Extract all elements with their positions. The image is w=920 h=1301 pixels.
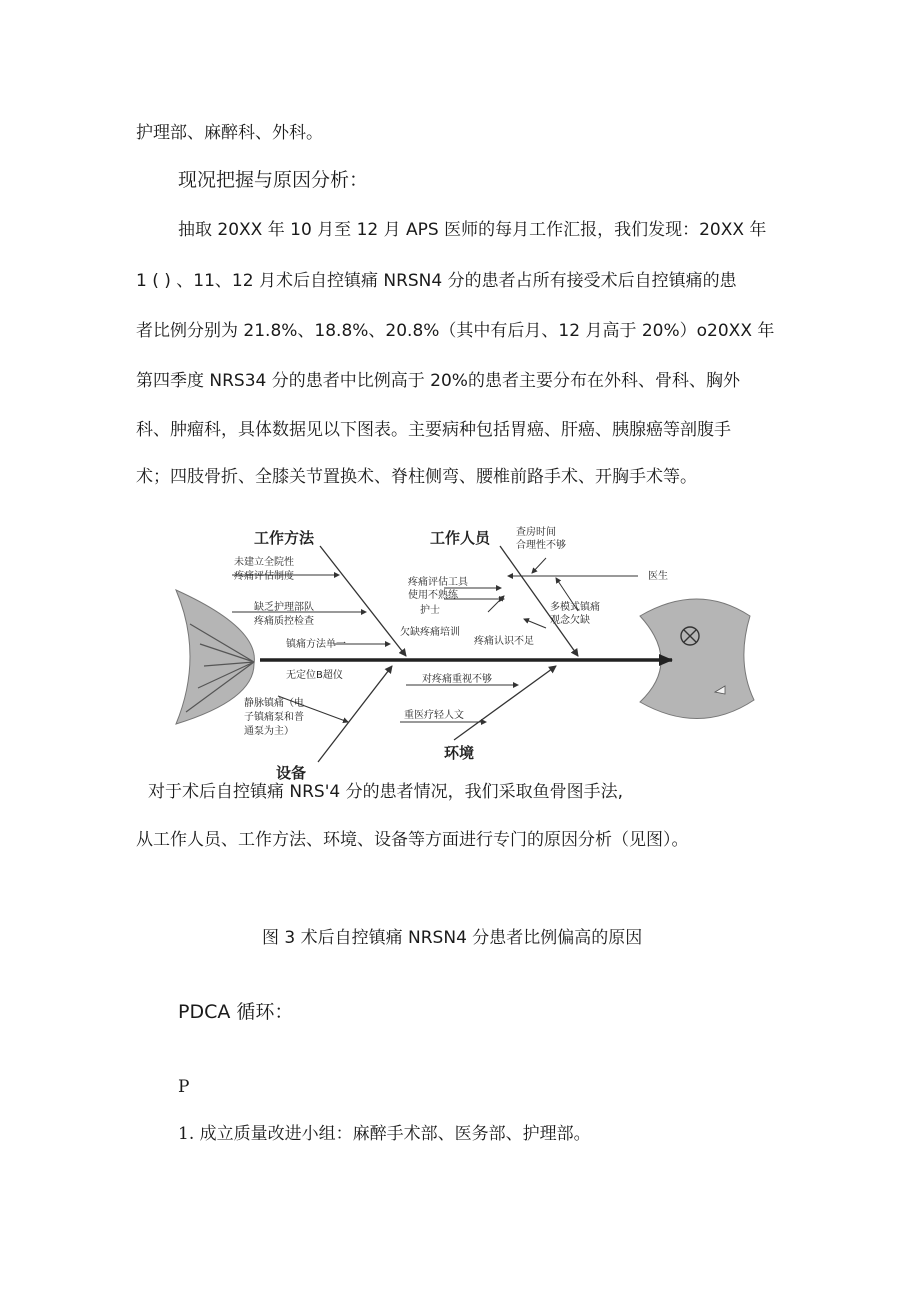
cause-label: 无定位B超仪: [286, 670, 343, 681]
cause-label: 护士: [420, 605, 440, 616]
intro-line: 护理部、麻醉科、外科。: [136, 123, 323, 143]
category-environment-label: 环境: [444, 744, 475, 762]
cause-label: 合理性不够: [516, 540, 566, 551]
cause-label: 子镇痛泵和普: [244, 712, 304, 723]
para-line-5: 科、肿瘤科，具体数据见以下图表。主要病种包括胃癌、肝癌、胰腺癌等剖腹手: [136, 420, 731, 440]
para-line-3: 者比例分别为 21.8%、18.8%、20.8%（其中有后月、12 月高于 20%）o20XX 年: [136, 321, 775, 341]
cause-label: 疼痛评估制度: [234, 571, 294, 582]
cause-label: 对疼痛重视不够: [422, 674, 492, 685]
cause-label: 观念欠缺: [550, 615, 590, 626]
cause-label: 镇痛方法单一: [286, 639, 346, 650]
cause-label: 使用不熟练: [408, 590, 458, 601]
figure-caption: 图 3 术后自控镇痛 NRSN4 分患者比例偏高的原因: [262, 928, 643, 948]
cause-label: 静脉镇痛（电: [244, 698, 304, 709]
category-equipment-label: 设备: [276, 764, 307, 780]
para-line-6: 术；四肢骨折、全膝关节置换术、脊柱侧弯、腰椎前路手术、开胸手术等。: [136, 467, 697, 487]
category-method-label: 工作方法: [254, 529, 315, 547]
cause-label: 未建立全院性: [234, 557, 294, 568]
cause-label: 疼痛认识不足: [474, 636, 534, 647]
step-1-text: 1. 成立质量改进小组：麻醉手术部、医务部、护理部。: [178, 1124, 591, 1144]
cause-label: 多模式镇痛: [550, 602, 600, 613]
pdca-heading: PDCA 循环：: [178, 1001, 294, 1023]
after-figure-line-2: 从工作人员、工作方法、环境、设备等方面进行专门的原因分析（见图）。: [136, 830, 689, 850]
para-line-2: 1 ( ) 、11、12 月术后自控镇痛 NRSN4 分的患者占所有接受术后自控镇痛的患: [136, 271, 737, 291]
cause-label: 通泵为主）: [244, 726, 294, 737]
section-heading: 现况把握与原因分析：: [178, 169, 369, 191]
fishbone-diagram: [170, 516, 760, 780]
after-figure-line-1: 对于术后自控镇痛 NRS'4 分的患者情况，我们采取鱼骨图手法,: [148, 782, 624, 802]
cause-label: 重医疗轻人文: [404, 710, 464, 721]
cause-label: 疼痛评估工具: [408, 577, 468, 588]
cause-label: 查房时间: [516, 527, 556, 538]
cause-label: 疼痛质控检查: [254, 616, 314, 627]
cause-label: 缺乏护理部队: [254, 602, 314, 613]
para-line-4: 第四季度 NRS34 分的患者中比例高于 20%的患者主要分布在外科、骨科、胸外: [136, 371, 740, 391]
cause-label: 医生: [648, 571, 668, 582]
fish-tail: [176, 590, 254, 724]
category-people-label: 工作人员: [430, 529, 491, 547]
phase-p-label: P: [178, 1077, 190, 1097]
cause-label: 欠缺疼痛培训: [400, 627, 460, 638]
para-line-1: 抽取 20XX 年 10 月至 12 月 APS 医师的每月工作汇报，我们发现：20XX 年: [178, 220, 767, 240]
